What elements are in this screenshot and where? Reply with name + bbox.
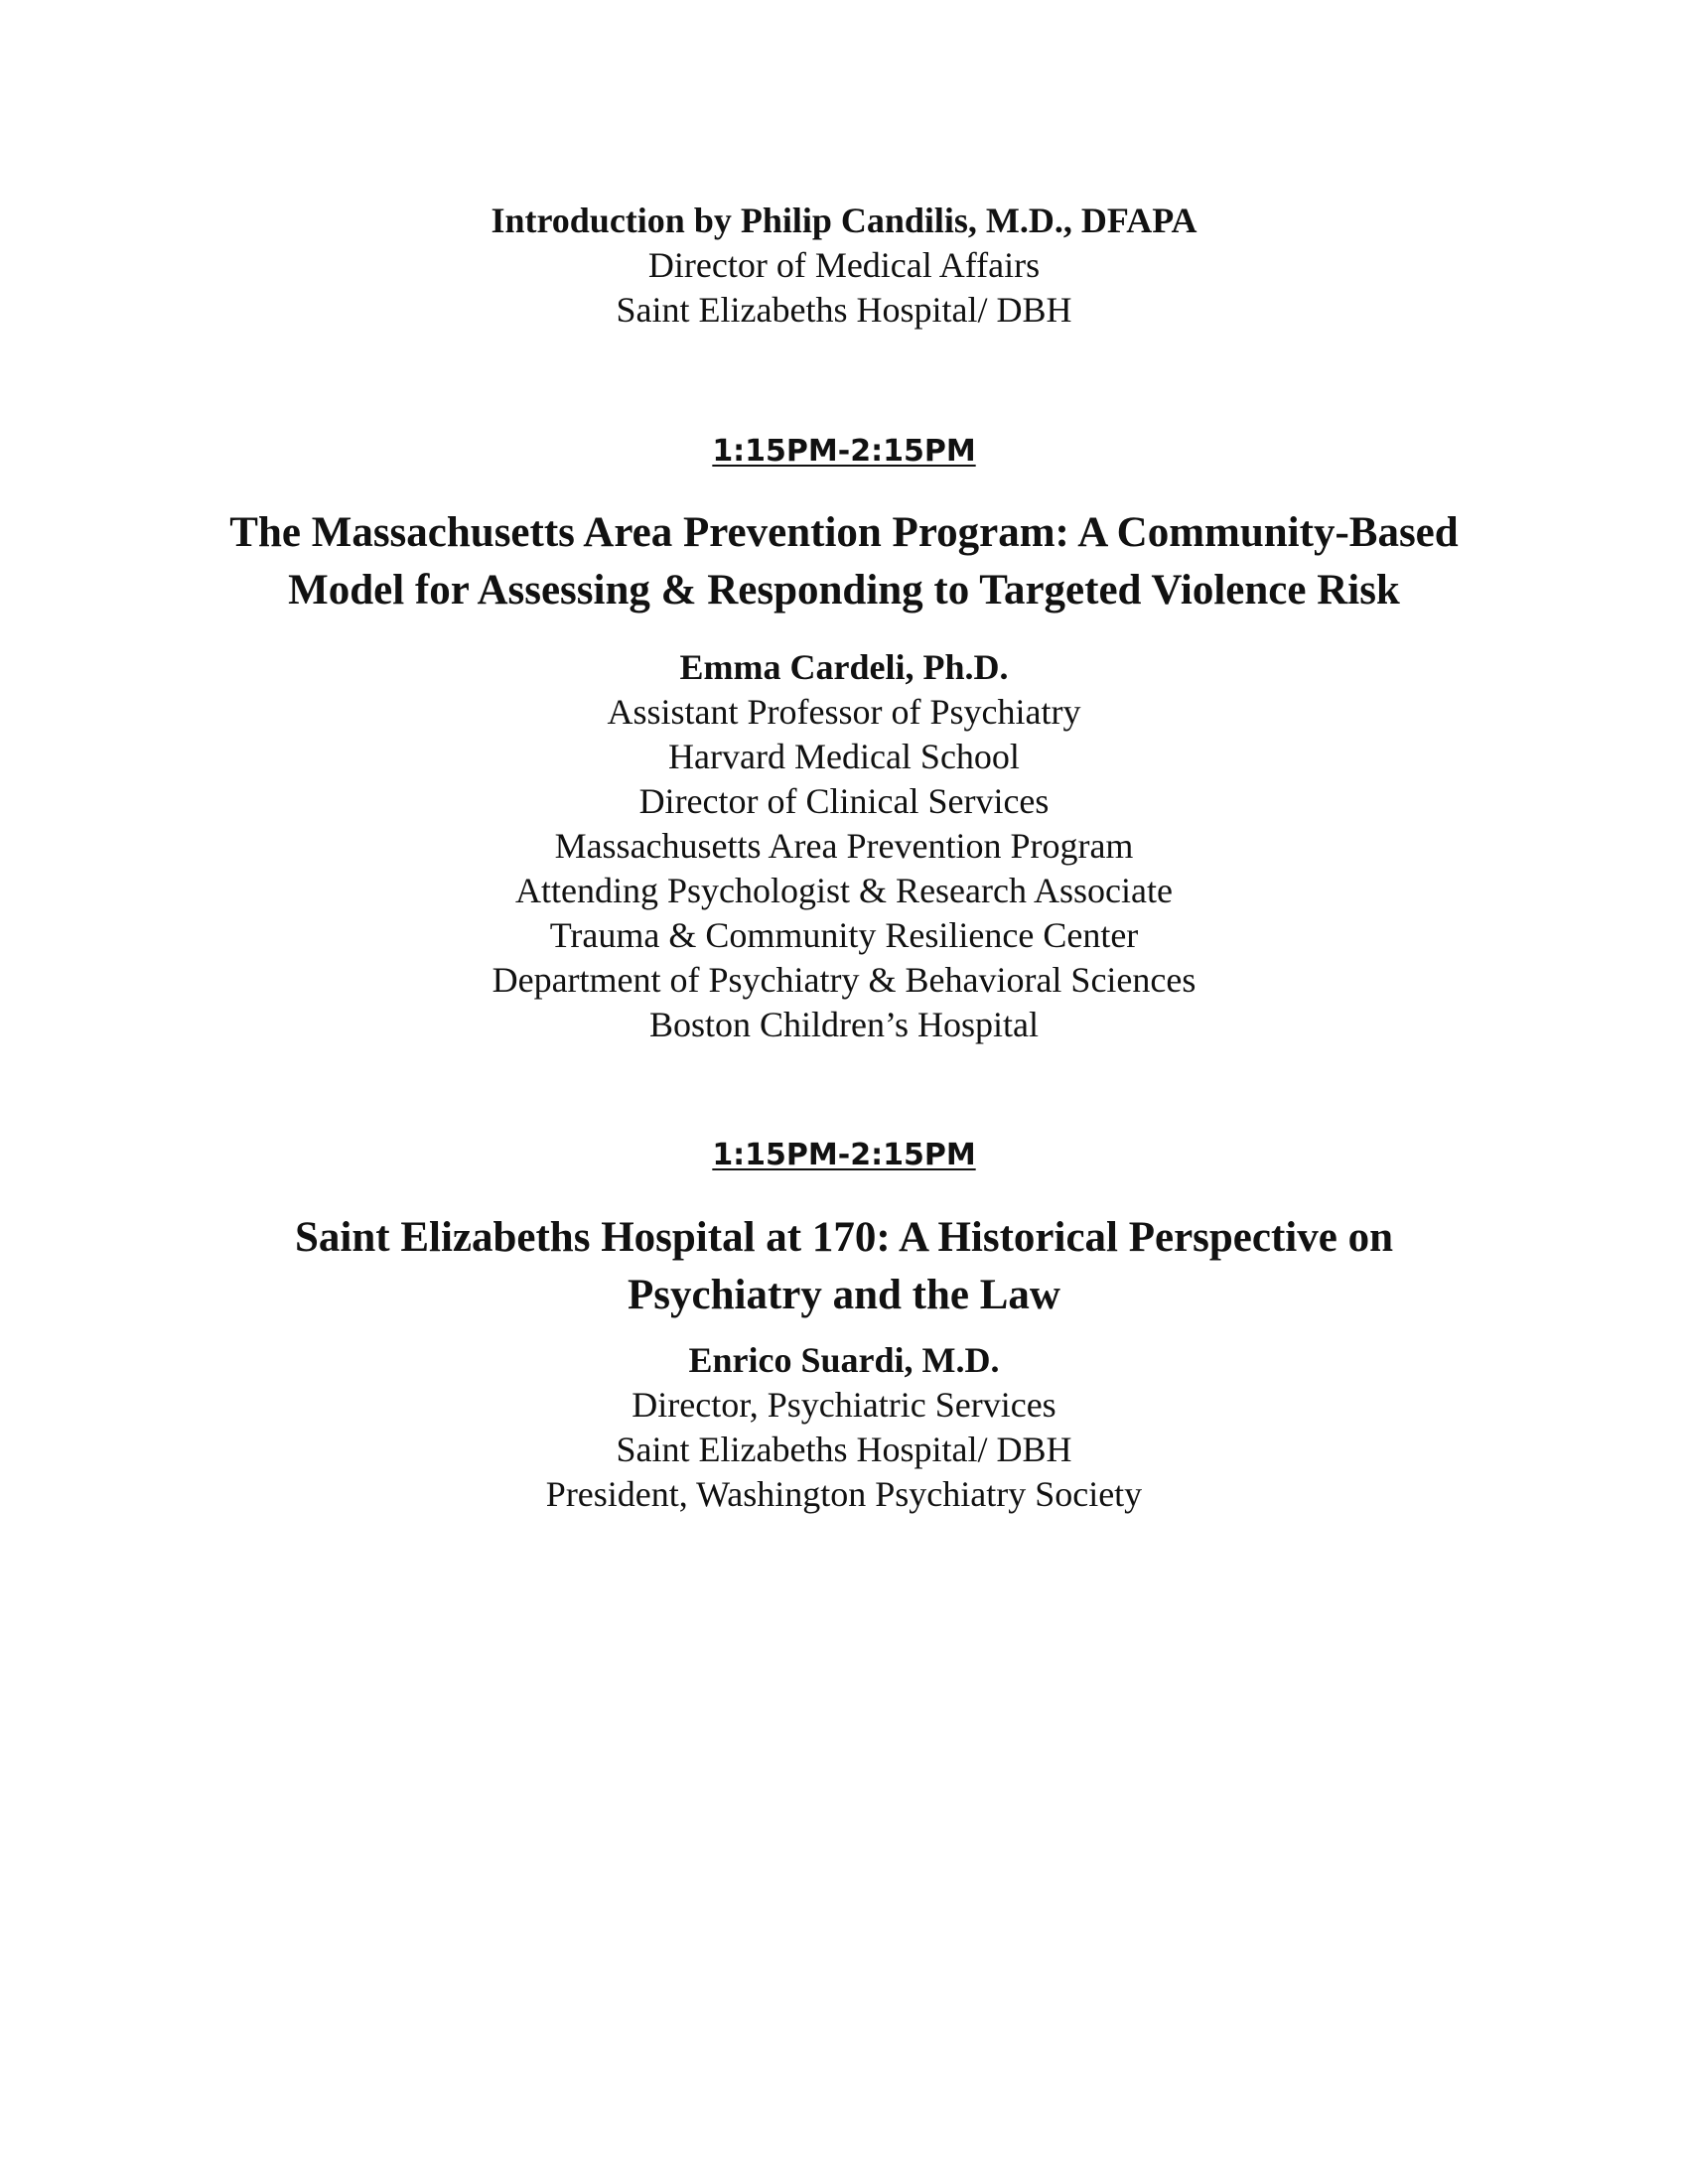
introduction-affiliation: Saint Elizabeths Hospital/ DBH: [616, 290, 1072, 330]
session-1-title-line-1: The Massachusetts Area Prevention Program: A Community-Based: [229, 509, 1459, 556]
session-2-title: [0, 1209, 1688, 1324]
introduction-heading: Introduction by Philip Candilis, M.D., DFAPA: [491, 201, 1197, 240]
session-2-title-line-2: Psychiatry and the Law: [628, 1272, 1060, 1318]
session-1-speaker-credential: Massachusetts Area Prevention Program: [554, 826, 1134, 866]
session-1-speaker-name: Emma Cardeli, Ph.D.: [679, 647, 1009, 687]
session-2-speaker-name: Enrico Suardi, M.D.: [688, 1340, 1000, 1380]
session-1-speaker-credential: Harvard Medical School: [668, 737, 1020, 776]
session-1-title: [0, 504, 1688, 619]
session-2-speaker-credential: President, Washington Psychiatry Society: [545, 1474, 1143, 1514]
session-2-speaker-credential: Director, Psychiatric Services: [632, 1385, 1056, 1425]
session-1-speaker: [0, 645, 1688, 1047]
session-2-speaker: [0, 1338, 1688, 1517]
session-2-time: 1:15PM-2:15PM: [712, 1138, 976, 1172]
introduction-role: Director of Medical Affairs: [647, 245, 1041, 285]
session-1-title-line-2: Model for Assessing & Responding to Targeted Violence Risk: [288, 567, 1400, 614]
session-2-title-line-1: Saint Elizabeths Hospital at 170: A Historical Perspective on: [294, 1214, 1393, 1261]
session-2-speaker-credential: Saint Elizabeths Hospital/ DBH: [616, 1430, 1072, 1469]
session-1-speaker-credential: Department of Psychiatry & Behavioral Sciences: [492, 960, 1196, 1000]
session-1-time: 1:15PM-2:15PM: [712, 434, 976, 469]
session-1-speaker-credential: Attending Psychologist & Research Associate: [515, 871, 1173, 910]
introduction-block: [0, 199, 1688, 333]
session-1-speaker-credential: Boston Children’s Hospital: [648, 1005, 1039, 1044]
session-1-speaker-credential: Assistant Professor of Psychiatry: [607, 692, 1081, 732]
session-1-speaker-credential: Trauma & Community Resilience Center: [549, 915, 1139, 955]
session-1-speaker-credential: Director of Clinical Services: [638, 781, 1050, 821]
